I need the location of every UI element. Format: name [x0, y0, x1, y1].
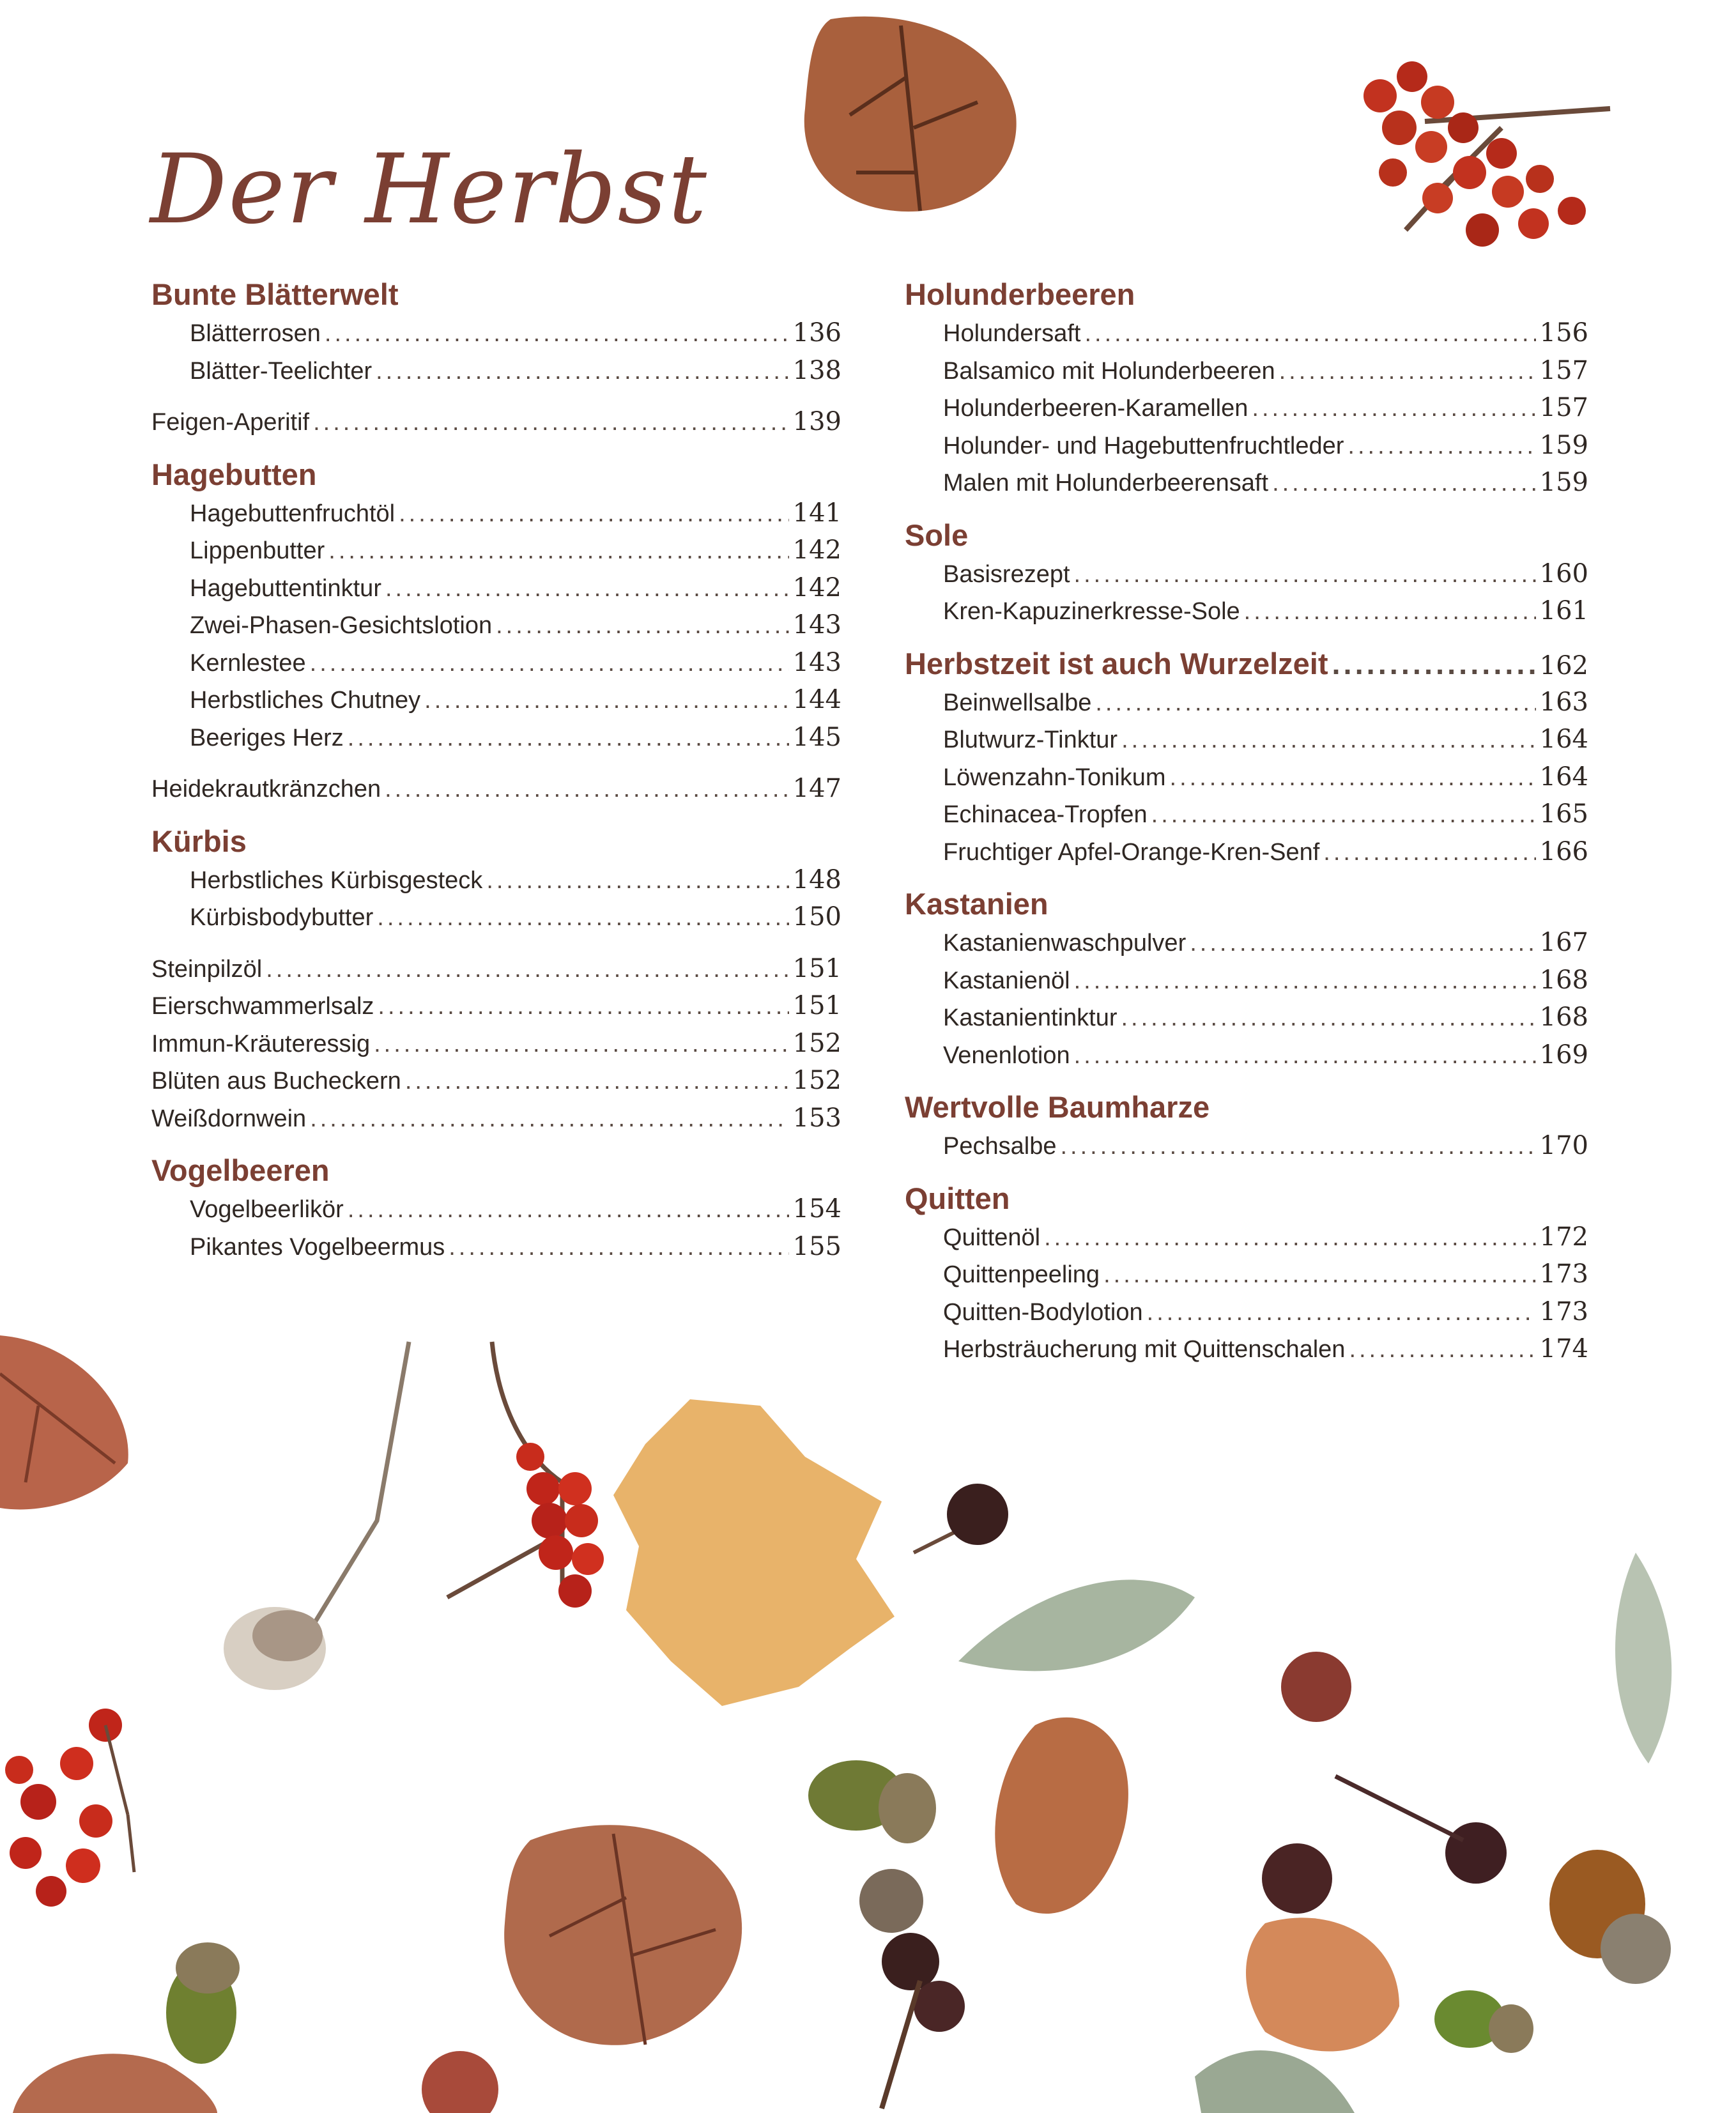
leader-dots: [1060, 1128, 1535, 1165]
section-heading: Vogelbeeren: [151, 1153, 330, 1187]
toc-entry[interactable]: [151, 770, 841, 808]
toc-entry[interactable]: [905, 999, 1588, 1036]
entry-label: Herbstliches Kürbisgesteck: [190, 866, 483, 894]
orange-leaf: [995, 1717, 1128, 1914]
entry-page: 152: [792, 1066, 841, 1095]
entry-page: 141: [792, 498, 841, 528]
entry-page: 162: [1539, 650, 1588, 680]
toc-entry[interactable]: [905, 352, 1588, 390]
leader-dots: [486, 862, 788, 900]
entry-label: Heidekrautkränzchen: [151, 776, 381, 803]
leader-dots: [377, 899, 788, 937]
leader-dots: [1151, 796, 1536, 834]
toc-entry[interactable]: [151, 532, 841, 569]
entry-label: Holunder- und Hagebuttenfruchtleder: [943, 432, 1344, 459]
entry-page: 173: [1539, 1259, 1588, 1289]
section-heading: Bunte Blätterwelt: [151, 277, 399, 311]
entry-label: Echinacea-Tropfen: [943, 801, 1148, 828]
entry-label: Kastanientinktur: [943, 1004, 1118, 1031]
leader-dots: [374, 1026, 789, 1063]
entry-label: Malen mit Holunderbeerensaft: [943, 470, 1269, 496]
leader-dots: [1348, 427, 1535, 465]
entry-label: Eierschwammerlsalz: [151, 993, 374, 1020]
entry-page: 148: [792, 864, 841, 895]
entry-page: 143: [792, 647, 841, 677]
red-berries-left: [5, 1709, 134, 1907]
entry-page: 147: [792, 774, 841, 803]
leader-dots: [378, 988, 788, 1026]
entry-label: Immun-Kräuteressig: [151, 1030, 371, 1057]
dry-stem: [307, 1342, 409, 1636]
toc-entry[interactable]: [151, 681, 841, 719]
entry-page: 145: [792, 722, 841, 752]
acorn-cap: [859, 1869, 923, 1933]
eucalyptus-leaf: [958, 1579, 1195, 1671]
toc-entry[interactable]: [151, 1228, 841, 1266]
entry-page: 151: [792, 953, 841, 983]
leader-dots: [1170, 759, 1536, 797]
brown-leaf-top: [804, 17, 1017, 211]
leader-dots: [424, 682, 788, 719]
toc-entry[interactable]: [151, 403, 841, 441]
entry-label: Pikantes Vogelbeermus: [190, 1233, 445, 1261]
toc-entry[interactable]: [905, 795, 1588, 833]
section-heading: Hagebutten: [151, 457, 317, 491]
leader-dots: [348, 1191, 789, 1229]
eucalyptus-leaf-right: [1615, 1553, 1671, 1763]
entry-page: 143: [792, 610, 841, 640]
leaf-bottom-left: [13, 2054, 217, 2113]
toc-entry[interactable]: [905, 555, 1588, 593]
entry-page: 168: [1539, 1003, 1588, 1032]
leader-dots: [1121, 999, 1536, 1037]
toc-section: [151, 275, 841, 389]
brown-leaf-bottom: [504, 1825, 742, 2045]
leader-dots: [348, 719, 789, 757]
entry-label: Herbsträucherung mit Quittenschalen: [943, 1336, 1346, 1363]
toc-entry[interactable]: [905, 1218, 1588, 1256]
entry-label: Blätterrosen: [190, 320, 321, 347]
toc-entry[interactable]: [151, 1025, 841, 1063]
green-acorn-left: [166, 1942, 240, 2064]
entry-page: 156: [1539, 318, 1588, 348]
leader-dots: [310, 645, 789, 682]
entry-label: Löwenzahn-Tonikum: [943, 764, 1166, 791]
leader-dots: [1121, 721, 1536, 759]
entry-page: 168: [1539, 965, 1588, 995]
leader-dots: [1332, 644, 1536, 684]
leader-dots: [385, 771, 789, 808]
toc-heading-entry[interactable]: [905, 644, 1588, 684]
section-heading: Kastanien: [905, 887, 1049, 921]
toc-section: [905, 1087, 1588, 1165]
toc-entry[interactable]: [151, 1100, 841, 1137]
entry-label: Herbstliches Chutney: [190, 687, 421, 714]
toc-section: [151, 1151, 841, 1265]
entry-label: Beeriges Herz: [190, 724, 344, 751]
entry-page: 173: [1539, 1296, 1588, 1326]
entry-label: Balsamico mit Holunderbeeren: [943, 357, 1275, 385]
entry-page: 163: [1539, 687, 1588, 717]
leader-dots: [376, 353, 789, 390]
entry-page: 157: [1539, 393, 1588, 422]
leader-dots: [399, 495, 789, 533]
entry-label: Quittenöl: [943, 1224, 1041, 1251]
leader-dots: [1044, 1219, 1536, 1257]
entry-label: Blüten aus Bucheckern: [151, 1068, 401, 1095]
toc-entry[interactable]: [905, 389, 1588, 427]
dried-leaf-right: [1246, 1917, 1399, 2051]
entry-page: 136: [792, 318, 841, 348]
toc-entry[interactable]: [905, 1036, 1588, 1074]
entry-page: 167: [1539, 928, 1588, 957]
thistle-tuft: [224, 1607, 326, 1690]
entry-label: Zwei-Phasen-Gesichtslotion: [190, 612, 493, 639]
entry-label: Venenlotion: [943, 1041, 1070, 1069]
hawthorn-berries: [447, 1342, 604, 1608]
section-heading: Holunderbeeren: [905, 277, 1135, 311]
leader-dots: [328, 532, 788, 570]
leader-dots: [1323, 834, 1535, 872]
toc-entry[interactable]: [151, 352, 841, 390]
toc-entry[interactable]: [905, 833, 1588, 871]
leader-dots: [1074, 556, 1536, 594]
toc-entry[interactable]: [905, 721, 1588, 758]
entry-label: Weißdornwein: [151, 1105, 307, 1132]
dried-rosehip: [1281, 1652, 1351, 1722]
leader-dots: [1349, 1331, 1535, 1369]
toc-entry[interactable]: [151, 1062, 841, 1100]
entry-label: Kastanienwaschpulver: [943, 930, 1187, 957]
entry-page: 170: [1539, 1131, 1588, 1160]
toc-entry[interactable]: [905, 1256, 1588, 1293]
entry-page: 157: [1539, 355, 1588, 385]
leader-dots: [1074, 962, 1536, 1000]
toc-section: [905, 644, 1588, 871]
entry-label: Fruchtiger Apfel-Orange-Kren-Senf: [943, 838, 1320, 866]
entry-label: Steinpilzöl: [151, 955, 263, 983]
leader-dots: [1190, 925, 1535, 962]
entry-label: Quittenpeeling: [943, 1261, 1100, 1288]
entry-page: 159: [1539, 468, 1588, 497]
entry-label: Blutwurz-Tinktur: [943, 726, 1118, 753]
toc-entry[interactable]: [151, 861, 841, 899]
toc-entry[interactable]: [151, 606, 841, 644]
toc-single: [151, 770, 841, 808]
eucalyptus-bottom: [1195, 2050, 1355, 2113]
leader-dots: [313, 404, 789, 442]
entry-label: Quitten-Bodylotion: [943, 1298, 1143, 1326]
leader-dots: [405, 1063, 789, 1100]
leader-dots: [1084, 315, 1535, 353]
toc-section: [905, 884, 1588, 1073]
leader-dots: [385, 570, 789, 608]
toc-entry[interactable]: [151, 987, 841, 1025]
toc-entry[interactable]: [151, 644, 841, 682]
entry-page: 172: [1539, 1222, 1588, 1252]
entry-page: 153: [792, 1103, 841, 1133]
leader-dots: [325, 315, 789, 353]
toc-section: [151, 822, 841, 936]
entry-page: 165: [1539, 799, 1588, 829]
entry-page: 151: [792, 991, 841, 1020]
entry-label: Kürbisbodybutter: [190, 904, 374, 931]
leader-dots: [1244, 593, 1536, 631]
entry-label: Holunderbeeren-Karamellen: [943, 395, 1248, 422]
leader-dots: [1095, 684, 1535, 722]
toc-section: [905, 275, 1588, 502]
leader-dots: [310, 1100, 788, 1138]
toc-entry[interactable]: [905, 684, 1588, 721]
green-acorn-center: [808, 1760, 936, 1843]
leader-dots: [1103, 1256, 1536, 1294]
section-heading: Kürbis: [151, 824, 247, 858]
entry-page: 150: [792, 902, 841, 932]
entry-page: 161: [1539, 596, 1588, 626]
toc-entry[interactable]: [151, 314, 841, 352]
toc-entry[interactable]: [905, 962, 1588, 999]
toc-entry[interactable]: [905, 592, 1588, 630]
toc-entry[interactable]: [151, 495, 841, 532]
entry-label: Holundersaft: [943, 320, 1081, 347]
toc-entry[interactable]: [151, 719, 841, 757]
entry-page: 164: [1539, 762, 1588, 792]
leader-dots: [1252, 390, 1535, 427]
section-heading: Wertvolle Baumharze: [905, 1090, 1210, 1124]
leader-dots: [1147, 1294, 1536, 1332]
toc-entry[interactable]: [151, 950, 841, 988]
entry-label: Hagebuttentinktur: [190, 574, 381, 602]
entry-page: 160: [1539, 558, 1588, 588]
section-heading: Sole: [905, 518, 969, 552]
leader-dots: [1272, 465, 1536, 502]
toc-entry[interactable]: [905, 924, 1588, 962]
toc-entry[interactable]: [151, 1190, 841, 1228]
leader-dots: [1279, 353, 1536, 390]
toc-entry[interactable]: [151, 569, 841, 607]
golden-leaf: [613, 1399, 895, 1706]
red-berries-top-right: [1363, 61, 1610, 247]
toc-entry[interactable]: [905, 464, 1588, 502]
entry-label: Pechsalbe: [943, 1133, 1057, 1160]
entry-label: Hagebuttenfruchtöl: [190, 500, 396, 527]
entry-label: Feigen-Aperitif: [151, 409, 310, 436]
green-acorn-bottom: [1434, 1990, 1533, 2053]
toc-entry[interactable]: [151, 898, 841, 936]
entry-page: 154: [792, 1194, 841, 1224]
entry-page: 155: [792, 1231, 841, 1261]
toc-singles-group: [151, 950, 841, 1137]
entry-label: Lippenbutter: [190, 537, 325, 564]
toc-right-column: [905, 275, 1588, 1382]
entry-label: Beinwellsalbe: [943, 689, 1092, 716]
red-leaf-left: [0, 1335, 128, 1509]
dark-rosehips-right: [1262, 1776, 1507, 1914]
entry-label: Kernlestee: [190, 649, 306, 677]
entry-label: Vogelbeerlikör: [190, 1196, 344, 1223]
page-title: Der Herbst: [150, 134, 708, 245]
toc-section: [905, 1179, 1588, 1368]
toc-left-column: [151, 275, 841, 1279]
leader-dots: [496, 607, 789, 645]
toc-single: [151, 403, 841, 441]
entry-label: Blätter-Teelichter: [190, 357, 373, 385]
entry-page: 164: [1539, 725, 1588, 754]
toc-entry[interactable]: [905, 1330, 1588, 1368]
entry-label: Basisrezept: [943, 560, 1070, 588]
toc-section: [151, 455, 841, 757]
entry-page: 139: [792, 407, 841, 436]
dark-berries-center: [882, 1933, 965, 2109]
entry-page: 159: [1539, 430, 1588, 460]
entry-label: Kastanienöl: [943, 967, 1070, 994]
toc-entry[interactable]: [905, 1127, 1588, 1165]
entry-label: Kren-Kapuzinerkresse-Sole: [943, 598, 1240, 625]
dark-rosehip: [914, 1484, 1008, 1553]
entry-page: 142: [792, 535, 841, 565]
entry-page: 144: [792, 685, 841, 714]
leader-dots: [1074, 1037, 1536, 1075]
toc-entry[interactable]: [905, 1293, 1588, 1331]
toc-entry[interactable]: [905, 758, 1588, 796]
section-heading: Quitten: [905, 1181, 1010, 1215]
leader-dots: [266, 951, 788, 988]
entry-page: 138: [792, 355, 841, 385]
entry-page: 142: [792, 572, 841, 603]
entry-page: 166: [1539, 836, 1588, 866]
entry-page: 174: [1539, 1334, 1588, 1364]
toc-entry[interactable]: [905, 314, 1588, 352]
entry-page: 152: [792, 1028, 841, 1058]
entry-page: 169: [1539, 1040, 1588, 1070]
leader-dots: [449, 1229, 788, 1266]
section-heading: Herbstzeit ist auch Wurzelzeit: [905, 646, 1328, 680]
toc-section: [905, 516, 1588, 630]
brown-acorn-right: [1549, 1850, 1671, 1984]
rosehip-bottom: [422, 2051, 498, 2113]
toc-entry[interactable]: [905, 427, 1588, 465]
